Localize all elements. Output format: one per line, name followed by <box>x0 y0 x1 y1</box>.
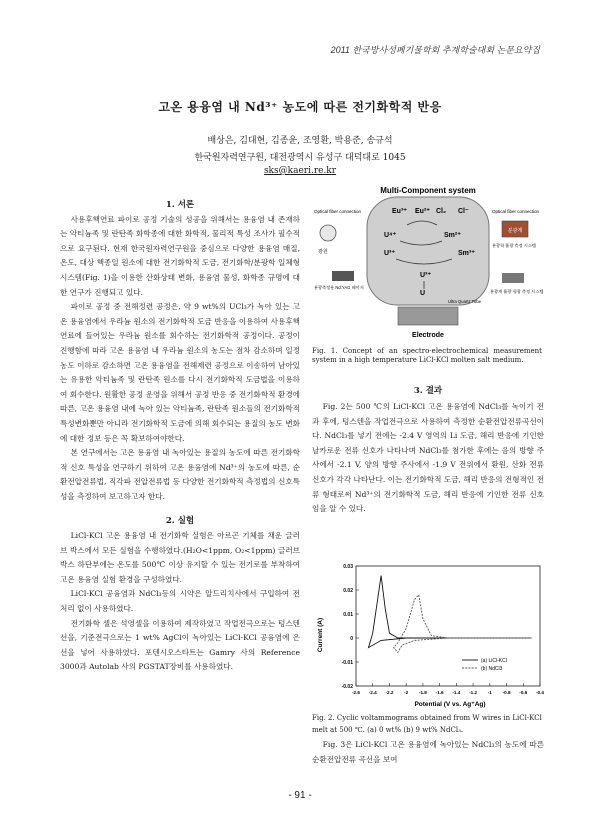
figure-2-caption: Fig. 2. Cyclic voltammograms obtained from W wires in LiCl-KCl melt at 500 ℃. (a) 0 wt% (b) 9 wt% NdCl₃. <box>312 714 542 734</box>
results-text-2: Fig. 3은 LiCl-KCl 고온 용융염에 녹아있는 NdCl₃의 농도에 따른 순환전압전류 곡선을 보여 <box>312 740 544 764</box>
species-label: Cl⁻ <box>458 208 469 215</box>
x-tick-label: -1.2 <box>469 690 478 695</box>
x-tick-label: -2 <box>404 690 409 695</box>
species-label: U³⁺ <box>420 272 432 279</box>
x-tick-label: -1.6 <box>435 690 444 695</box>
running-header: 2011 한국방사성폐기물학회 추계학술대회 논문요약집 <box>330 45 540 55</box>
label-fiber-left: Optical fiber connection <box>314 209 362 214</box>
species-label: Cl₂ <box>436 208 447 215</box>
section-heading-intro: 1. 서론 <box>165 200 195 210</box>
species-label: U³⁺ <box>384 250 396 257</box>
figure-2-cv-chart <box>312 560 544 710</box>
paper-title: 고온 용융염 내 Nd³⁺ 농도에 따른 전기화학적 반응 <box>158 100 442 114</box>
legend-label: (b) NdCl3 <box>481 666 503 672</box>
x-tick-label: -1.4 <box>452 690 461 695</box>
series-line <box>394 595 532 653</box>
x-tick-label: -1.8 <box>418 690 427 695</box>
electrode-block <box>398 307 458 325</box>
email-link[interactable]: sks@kaeri.re.kr <box>263 166 337 176</box>
plot-frame <box>356 566 540 686</box>
intro-paragraph-2: 파이로 공정 중 전해정련 공정은, 약 9 wt%의 UCl₃가 녹아 있는 고온 용융염에서 우라늄 원소의 전기화학적 도금 반응을 이용하여 사용후핵연료에 들어있는 우라늄 원소를 회수하는 전기화학적 공정이다. 공정이 진행함에 따라 고온 용융염 내 우라늄 원소의 농도는 점차 감소하며 일정 농도 이하로 감소하면 고온 용융염을 전해제련 공정으로 이송하여 남아있는 유용한 악티늄족 및 란탄족 원소를 다시 전기화학적 도금법을 이용하여 회수한다. 원활한 공정 운영을 위해서 공정 반응 중 전기화학적 환경에 따른, 고온 용융염 내에 녹아 있는 악티늄족, 란탄족 원소들의 전기화학적 특성변화뿐만 아니라 전기화학적 도금에 의해 회수되는 용질의 농도 변화에 대한 정보 등은 꼭 확보하여야한다. <box>60 302 300 443</box>
x-tick-label: -0.8 <box>502 690 511 695</box>
series-line <box>369 576 532 648</box>
x-axis-label: Potential (V vs. Ag⁺Ag) <box>414 701 486 708</box>
page-number: - 91 - <box>288 790 312 801</box>
intro-paragraph-3: 본 연구에서는 고온 용융염 내 녹아있는 용질의 농도에 따른 전기화학적 신호 특성을 연구하기 위하여 고온 용융염에 Nd³⁺의 농도에 따른, 순환전압전류법, 직각파 전압전류법 등 다양한 전기화학적 측정법의 신호특성을 측정하여 보고하고자 한다. <box>60 448 300 501</box>
y-tick-label: -0.02 <box>341 683 353 690</box>
species-label: U <box>420 290 426 297</box>
x-tick-label: -1 <box>487 690 492 695</box>
experiment-paragraph-2: LiCl-KCl 공융염과 NdCl₃등의 시약은 알드리치사에서 구입하여 전처리 없이 사용하였다. <box>60 589 300 614</box>
y-axis-label: Current (A) <box>317 617 324 653</box>
fig1-heading: Multi-Component system <box>380 186 476 195</box>
figure-1-caption: Fig. 1. Concept of an spectro-electrochemical measurement system in a high temperature LiCl-KCl molten salt medium. <box>312 347 542 364</box>
species-label: Eu³⁺ <box>392 208 407 215</box>
left-column <box>60 198 300 675</box>
author-list: 배상은, 김대현, 김종윤, 조영환, 박용준, 송규석 <box>207 136 393 146</box>
experiment-paragraph-1: LiCl-KCl 고온 용융염 내 전기화학 실험은 아르곤 기체를 채운 글러브 박스에서 모든 실험을 수행하였다.(H₂O<1ppm, O₂<1ppm) 글러브 박스 하단부에는 온도를 500℃ 이상 유지할 수 있는 전기로를 부착하여 고온 용융염 실험 환경을 구성하였다. <box>60 531 300 584</box>
label-laser: 분광측정용 Nd:YAG 레이저 <box>314 285 364 290</box>
species-label: Sm²⁺ <box>444 232 461 239</box>
legend-label: (a) LiCl-KCl <box>481 658 507 664</box>
label-spectro-sub: 분광학 흡광 측정 시스템 <box>492 243 536 248</box>
results-text-1: Fig. 2는 500 ℃의 LiCl-KCl 고온 용융염에 NdCl₃를 녹이기 전과 후에, 텅스텐을 작업전극으로 사용하여 측정한 순환전압전류곡선이다. NdCl₃를 넣기 전에는 -2.4 V 영역의 Li 도금, 해리 반응에 기인한 날카로운 전류 신호가 나타나며 NdCl₃를 첨가한 후에는 음의 방향 주사에서 -2.1 V, 양의 방향 주사에서 -1.9 V 전위에서 환원, 산화 전류 신호가 각각 나타난다. 이는 전기화학적 도금, 해리 반응의 전형적인 전류 형태로써 Nd³⁺의 전기화학적 도금, 해리 반응에 기인한 전류 신호임을 알 수 있다. <box>312 402 544 514</box>
label-cell: Ultra Quartz Tube <box>448 299 482 304</box>
label-electrode: Electrode <box>412 332 444 339</box>
species-label: Sm³⁺ <box>458 250 475 257</box>
x-tick-label: -0.4 <box>536 690 544 695</box>
light-source-icon <box>320 225 336 241</box>
x-tick-label: -2.2 <box>385 690 394 695</box>
label-spectro: 분광계 <box>507 228 523 234</box>
y-tick-label: -0.01 <box>341 659 353 666</box>
results-paragraph-1 <box>312 400 544 517</box>
label-light: 광원 <box>318 249 328 255</box>
x-tick-label: -2.4 <box>368 690 377 695</box>
affiliation: 한국원자력연구원, 대전광역시 유성구 대덕대로 1045 <box>194 153 406 163</box>
species-label: Eu²⁺ <box>415 208 430 215</box>
y-tick-label: 0.01 <box>343 611 353 618</box>
intro-paragraph-1: 사용후핵연료 파이로 공정 기술의 성공을 위해서는 용융염 내 존재하는 악티늄족 및 란탄족 화학종에 대한 화학적, 물리적 특성 조사가 필수적으로 요구된다. 현재 한국원자력연구원을 중심으로 다양한 용융염 매질, 온도, 대상 핵종일 원소에 대한 전기화학적 도금, 전기화학/분광학 일체형 시스템(Fig. 1)을 이용한 산화상태 변화, 용융염 물성, 화학종 규명에 대한 연구가 진행되고 있다. <box>60 214 300 297</box>
detector-icon <box>502 273 524 283</box>
x-tick-label: -2.6 <box>352 690 360 695</box>
section-heading-experiment: 2. 실험 <box>165 516 195 527</box>
label-fiber-right: Optical fiber connection <box>492 209 540 214</box>
chart-legend <box>462 658 507 672</box>
y-tick-label: 0.03 <box>343 563 353 570</box>
experiment-paragraph-3: 전기화학 셀은 석영셀을 이용하여 제작하였고 작업전극으로는 텅스텐선을, 기준전극으로는 1 wt% AgCl이 녹아있는 LiCl-KCl 공융염에 은선을 넣어 사용하였다. 포텐시오스타트는 Gamry 사의 Reference 3000과 Autolab 사의 PGSTAT장비를 사용하였다. <box>60 618 300 672</box>
laser-icon <box>332 271 354 281</box>
y-tick-label: 0 <box>350 635 353 642</box>
results-paragraph-2 <box>312 738 544 767</box>
label-spectro-right: 분광계 흡광·형광 측정 시스템 <box>490 289 544 294</box>
section-heading-results: 3. 결과 <box>413 386 443 396</box>
species-label: U⁴⁺ <box>384 232 397 239</box>
x-tick-label: -0.6 <box>519 690 528 695</box>
y-tick-label: 0.02 <box>343 587 353 594</box>
